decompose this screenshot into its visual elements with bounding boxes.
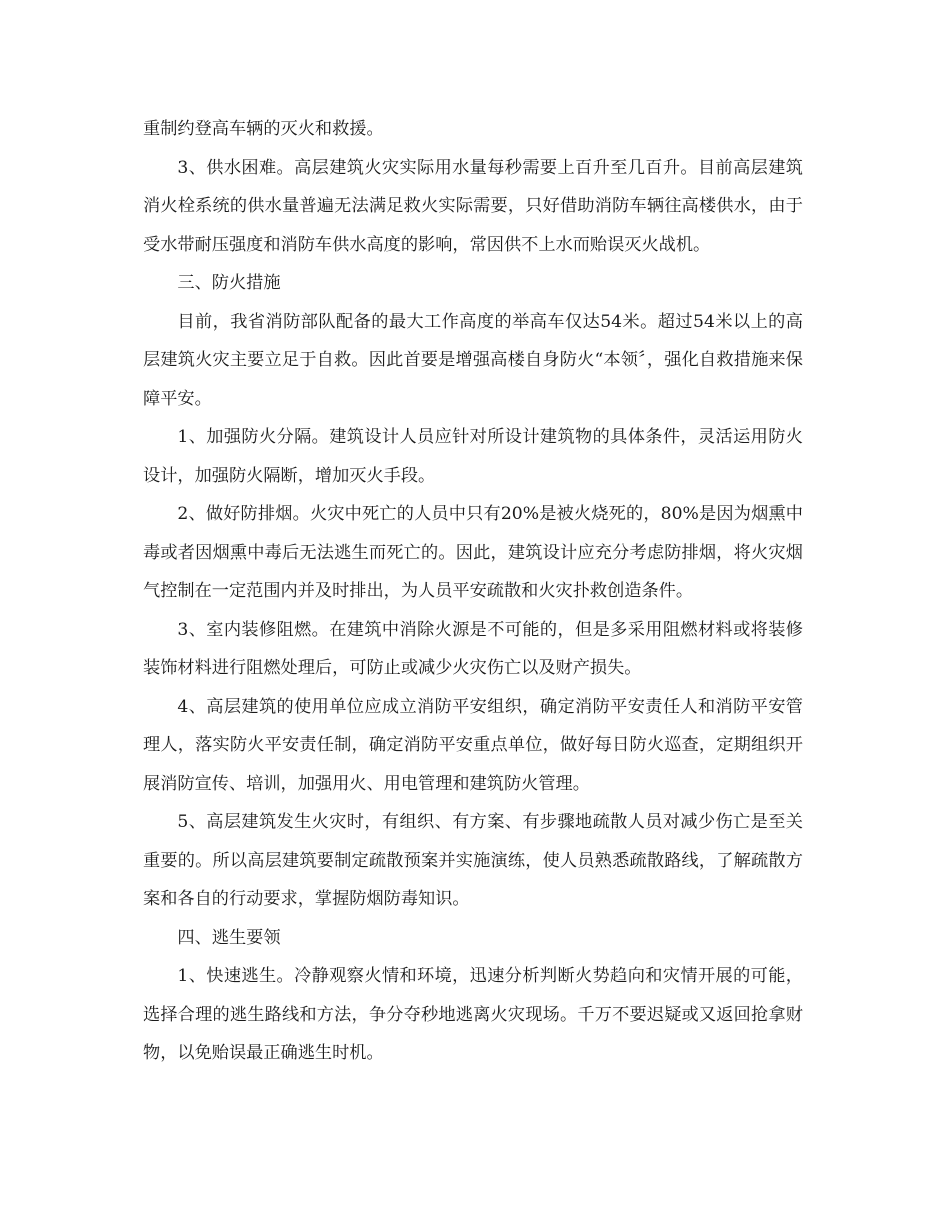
paragraph-measure-3: 3、室内装修阻燃。在建筑中消除火源是不可能的，但是多采用阻燃材料或将装修装饰材料进行阻燃处理后，可防止或减少火灾伤亡以及财产损失。 [143, 619, 803, 678]
paragraph-escape-1: 1、快速逃生。冷静观察火情和环境，迅速分析判断火势趋向和灾情开展的可能，选择合理的逃生路线和方法，争分夺秒地逃离火灾现场。千万不要迟疑或又返回抢拿财物，以免贻误最正确逃生时机。 [143, 966, 803, 1063]
paragraph-measure-5: 5、高层建筑发生火灾时，有组织、有方案、有步骤地疏散人员对减少伤亡是至关重要的。所以高层建筑要制定疏散预案并实施演练，使人员熟悉疏散路线，了解疏散方案和各自的行动要求，掌握防烟防毒知识。 [143, 812, 803, 909]
paragraph-continuation: 重制约登高车辆的灭火和救援。 [143, 119, 384, 139]
paragraph-measure-2: 2、做好防排烟。火灾中死亡的人员中只有20%是被火烧死的，80%是因为烟熏中毒或者因烟熏中毒后无法逃生而死亡的。因此，建筑设计应充分考虑防排烟，将火灾烟气控制在一定范围内并及时排出，为人员平安疏散和火灾扑救创造条件。 [143, 504, 803, 601]
paragraph-measure-1: 1、加强防火分隔。建筑设计人员应针对所设计建筑物的具体条件，灵活运用防火设计，加强防火隔断，增加灭火手段。 [143, 427, 803, 486]
section-heading-escape: 四、逃生要领 [177, 927, 281, 948]
paragraph-water-supply: 3、供水困难。高层建筑火灾实际用水量每秒需要上百升至几百升。目前高层建筑消火栓系统的供水量普遍无法满足救火实际需要，只好借助消防车辆往高楼供水，由于受水带耐压强度和消防车供水高度的影响，常因供不上水而贻误灭火战机。 [143, 157, 803, 255]
paragraph-measure-4: 4、高层建筑的使用单位应成立消防平安组织，确定消防平安责任人和消防平安管理人，落实防火平安责任制，确定消防平安重点单位，做好每日防火巡查，定期组织开展消防宣传、培训，加强用火、用电管理和建筑防火管理。 [143, 696, 803, 794]
paragraph-intro-measures: 目前，我省消防部队配备的最大工作高度的举高车仅达54米。超过54米以上的高层建筑火灾主要立足于自救。因此首要是增强高楼自身防火“本领〞，强化自救措施来保障平安。 [143, 311, 803, 409]
section-heading-fire-prevention: 三、防火措施 [177, 273, 281, 293]
document-body [143, 110, 803, 1073]
